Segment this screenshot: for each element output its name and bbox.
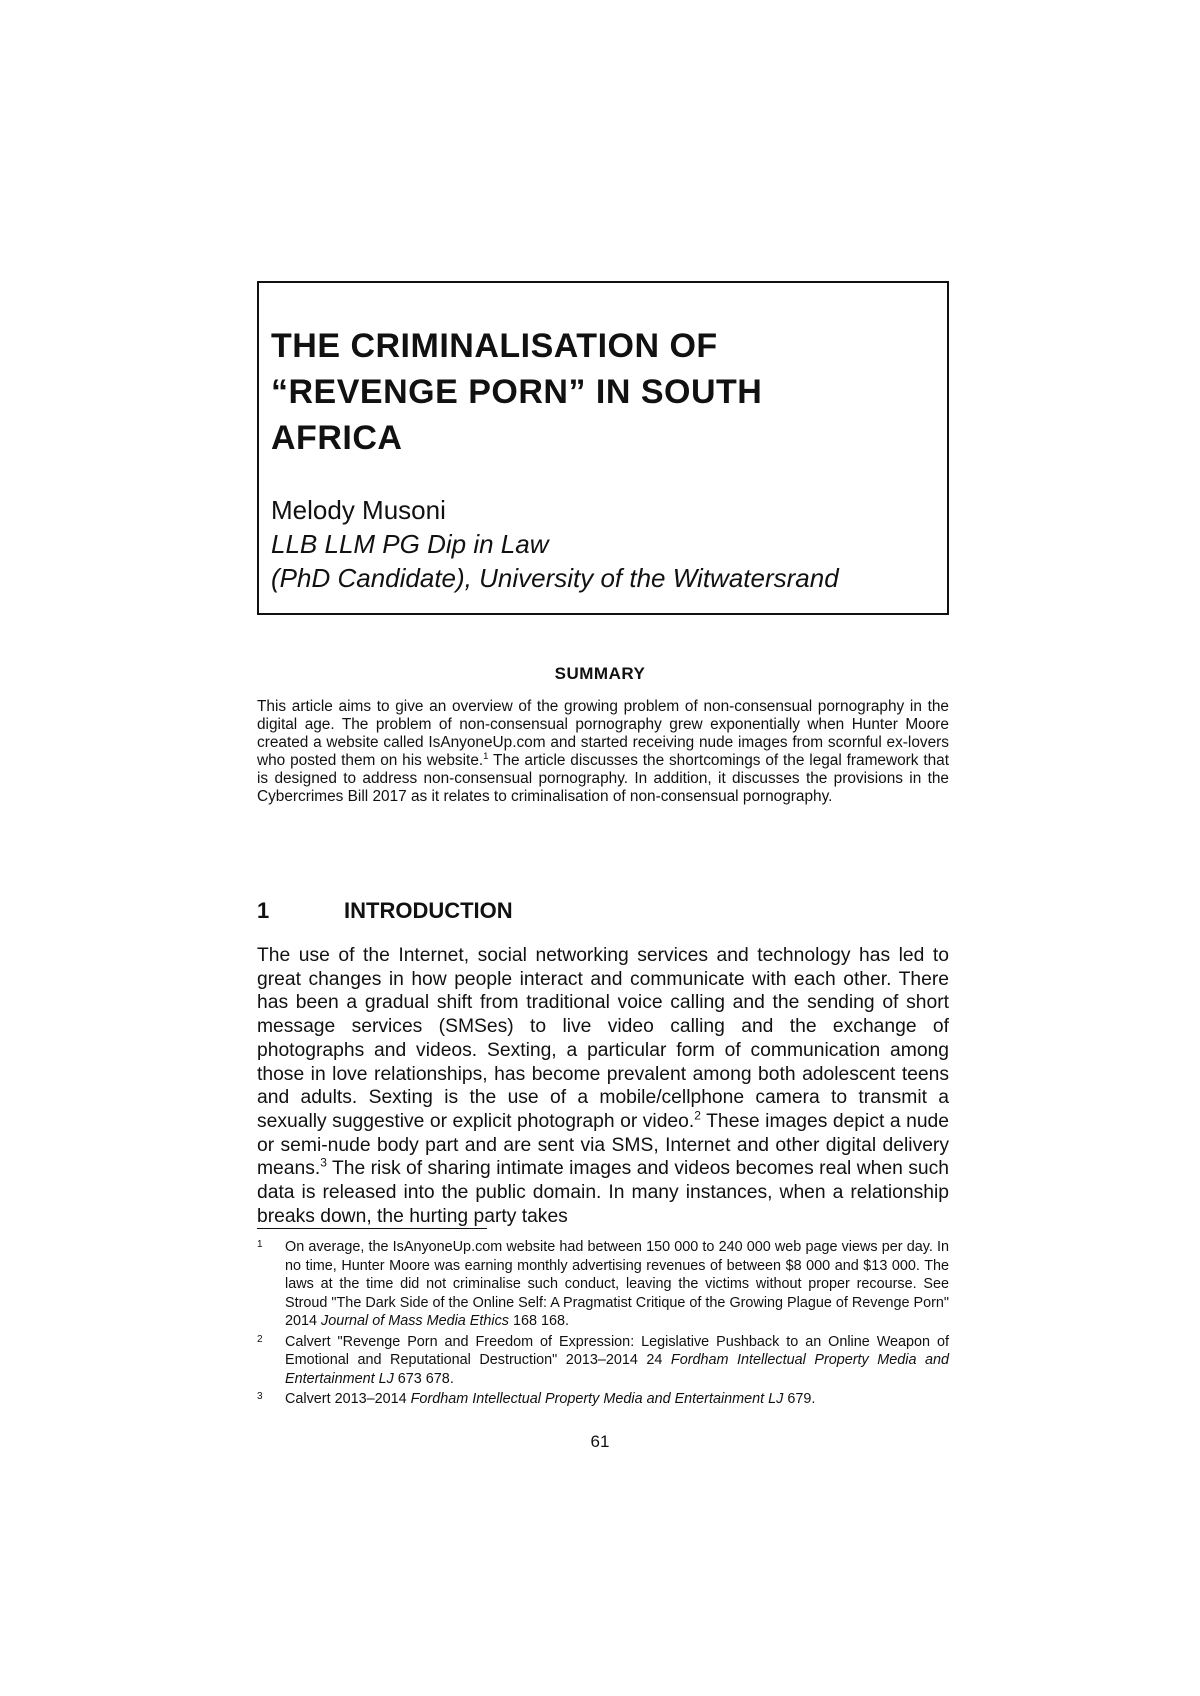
intro-text-2: These images depict a nude or semi-nude body part and are sent via SMS, Internet and other digital delivery means.: [257, 1110, 949, 1180]
footnote-body: Calvert "Revenge Porn and Freedom of Expression: Legislative Pushback to an Online Weapon of Emotional and Reputational Destruction" 2013–2014 24: [285, 1333, 949, 1368]
footnote-ref-2[interactable]: 2: [694, 1108, 701, 1123]
footnote-number: 1: [257, 1239, 263, 1250]
author-affiliation: (PhD Candidate), University of the Witwatersrand: [271, 563, 839, 593]
footnote-item: [257, 1333, 949, 1389]
article-title: THE CRIMINALISATION OF “REVENGE PORN” IN SOUTH AFRICA: [271, 327, 763, 457]
footnote-ref-3[interactable]: 3: [320, 1155, 327, 1170]
footnote-journal: Fordham Intellectual Property Media and Entertainment LJ: [410, 1391, 784, 1407]
author-block: [271, 493, 947, 595]
footnote-citation: 679.: [783, 1391, 816, 1407]
introduction-paragraph: [257, 944, 949, 1228]
author-name: Melody Musoni: [271, 495, 446, 525]
footnote-body: On average, the IsAnyoneUp.com website had between 150 000 to 240 000 web page views per day. In no time, Hunter Moore was earning monthly advertising revenues of between $8 000 and $13 000. The laws at the time did not criminalise such conduct, leaving the victims without proper recourse. See Stroud "The Dark Side of the Online Self: A Pragmatist Critique of the Growing Plague of Revenge Porn" 2014: [285, 1239, 949, 1329]
title-box: [257, 281, 949, 615]
footnote-number: 3: [257, 1391, 263, 1402]
summary-paragraph: [257, 698, 949, 805]
page-number: 61: [590, 1432, 610, 1451]
section-number: 1: [257, 898, 270, 923]
author-degrees: LLB LLM PG Dip in Law: [271, 529, 549, 559]
footnote-text: [285, 1238, 949, 1331]
footnote-number: 2: [257, 1333, 263, 1345]
footnote-item: [257, 1390, 949, 1409]
section-heading: [257, 898, 513, 924]
summary-text-2: The article discusses the shortcomings of the legal framework that is designed to address non-consensual pornography. In addition, it discusses the provisions in the Cybercrimes Bill 2017 as it relates to criminalisation of non-consensual pornography.: [257, 751, 949, 805]
summary-text-1: This article aims to give an overview of the growing problem of non-consensual pornography in the digital age. The problem of non-consensual pornography grew exponentially when Hunter Moore created a website called IsAnyoneUp.com and started receiving nude images from scornful ex-lovers who posted them on his website.: [257, 698, 949, 769]
footnote-citation: 673 678.: [393, 1370, 454, 1387]
footnote-citation: 168 168.: [508, 1313, 569, 1329]
footnote-body: Calvert 2013–2014: [285, 1391, 411, 1407]
footnote-item: [257, 1238, 949, 1331]
footnotes: [257, 1238, 949, 1411]
summary-heading: SUMMARY: [554, 664, 646, 683]
footnote-ref-1[interactable]: 1: [483, 750, 489, 762]
footnote-text: [285, 1390, 949, 1409]
footnote-journal: Fordham Intellectual Property Media and Entertainment LJ: [285, 1352, 949, 1387]
section-title: INTRODUCTION: [344, 898, 513, 923]
intro-text-1: The use of the Internet, social networking services and technology has led to great changes in how people interact and communicate with each other. There has been a gradual shift from traditional voice calling and the sending of short message services (SMSes) to live video calling and the exchange of photographs and videos. Sexting, a particular form of communication among those in love relationships, has become prevalent among both adolescent teens and adults. Sexting is the use of a mobile/cellphone camera to transmit a sexually suggestive or explicit photograph or video.: [257, 945, 949, 1132]
footnote-text: [285, 1333, 949, 1389]
footnote-divider: [257, 1228, 487, 1229]
intro-text-3: The risk of sharing intimate images and videos becomes real when such data is released into the public domain. In many instances, when a relationship breaks down, the hurting party takes: [257, 1158, 949, 1227]
footnote-journal: Journal of Mass Media Ethics: [321, 1313, 509, 1329]
